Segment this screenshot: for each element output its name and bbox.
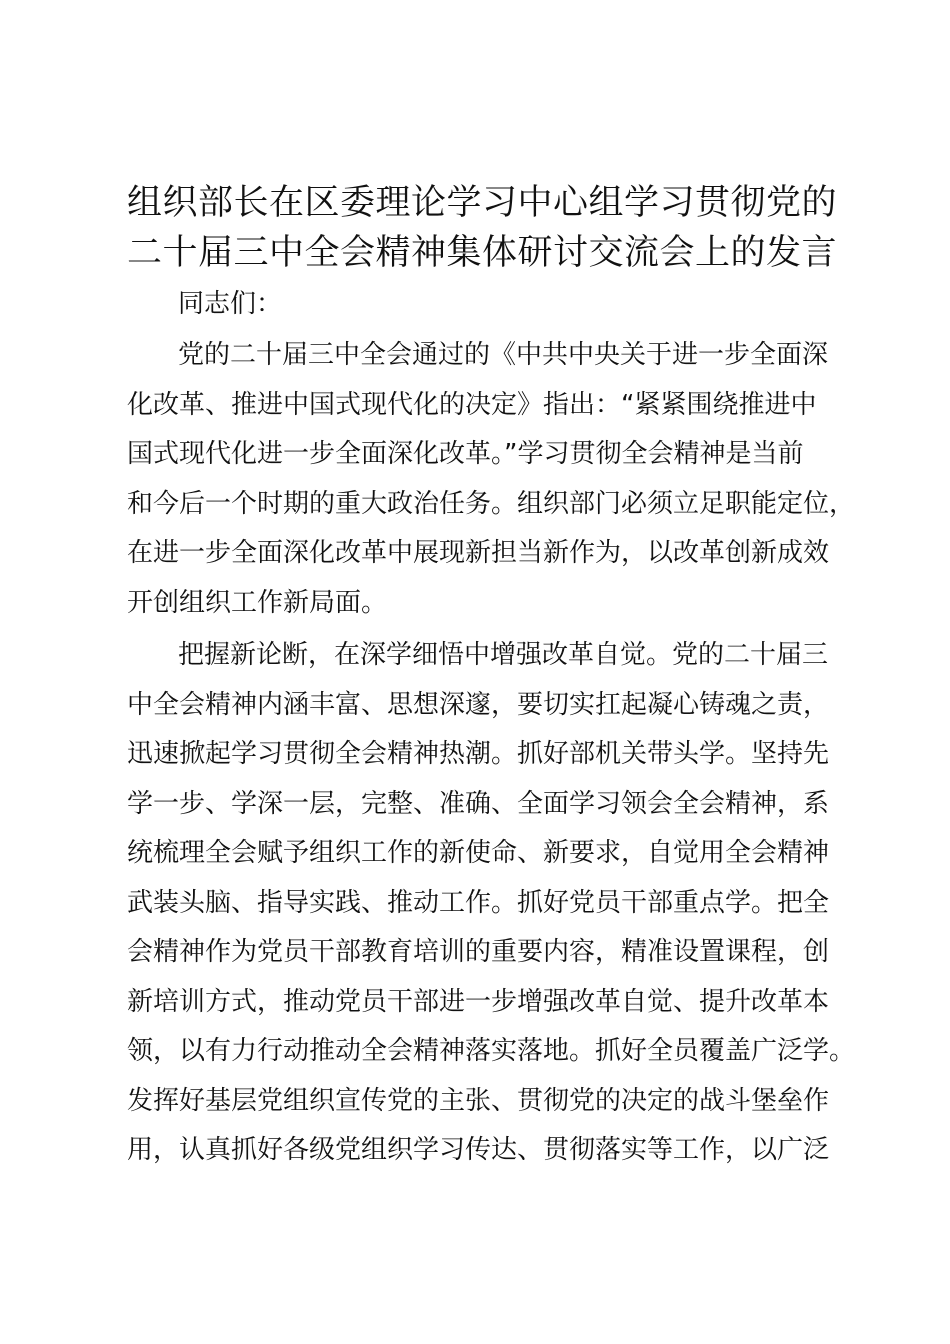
text-line: 在进一步全面深化改革中展现新担当新作为，以改革创新成效 xyxy=(127,538,830,568)
text-line: 中全会精神内涵丰富、思想深邃，要切实扛起凝心铸魂之责， xyxy=(127,689,830,720)
text-line: 国式现代化进一步全面深化改革。”学习贯彻全会精神是当前 xyxy=(127,439,804,469)
text-line: 统梳理全会赋予组织工作的新使命、新要求，自觉用全会精神 xyxy=(127,838,830,868)
title-line: 组织部长在区委理论学习中心组学习贯彻党的 xyxy=(127,183,838,223)
text-line: 和今后一个时期的重大政治任务。组织部门必须立足职能定位， xyxy=(127,488,856,519)
paragraph-2 xyxy=(127,631,867,1176)
document-title xyxy=(127,178,837,278)
text-line: 开创组织工作新局面。 xyxy=(127,587,388,618)
paragraph-1 xyxy=(127,331,867,628)
text-line: 新培训方式，推动党员干部进一步增强改革自觉、提升改革本 xyxy=(127,986,830,1017)
text-line: 化改革、推进中国式现代化的决定》指出：“紧紧围绕推进中 xyxy=(127,389,817,420)
text-line: 武装头脑、指导实践、推动工作。抓好党员干部重点学。把全 xyxy=(127,887,830,918)
text-line: 迅速掀起学习贯彻全会精神热潮。抓好部机关带头学。坚持先 xyxy=(127,739,830,769)
text-line: 用，认真抓好各级党组织学习传达、贯彻落实等工作，以广泛 xyxy=(127,1135,830,1165)
text-line: 会精神作为党员干部教育培训的重要内容，精准设置课程，创 xyxy=(127,937,830,967)
text-line: 党的二十届三中全会通过的《中共中央关于进一步全面深 xyxy=(178,340,829,370)
text-line: 把握新论断，在深学细悟中增强改革自觉。党的二十届三 xyxy=(178,640,829,670)
text-line: 领，以有力行动推动全会精神落实落地。抓好全员覆盖广泛学。 xyxy=(127,1036,856,1066)
salutation: 同志们： xyxy=(178,289,283,319)
title-line: 二十届三中全会精神集体研讨交流会上的发言 xyxy=(127,233,838,273)
text-line: 发挥好基层党组织宣传党的主张、贯彻党的决定的战斗堡垒作 xyxy=(127,1085,830,1116)
text-line: 学一步、学深一层，完整、准确、全面学习领会全会精神，系 xyxy=(127,788,830,819)
